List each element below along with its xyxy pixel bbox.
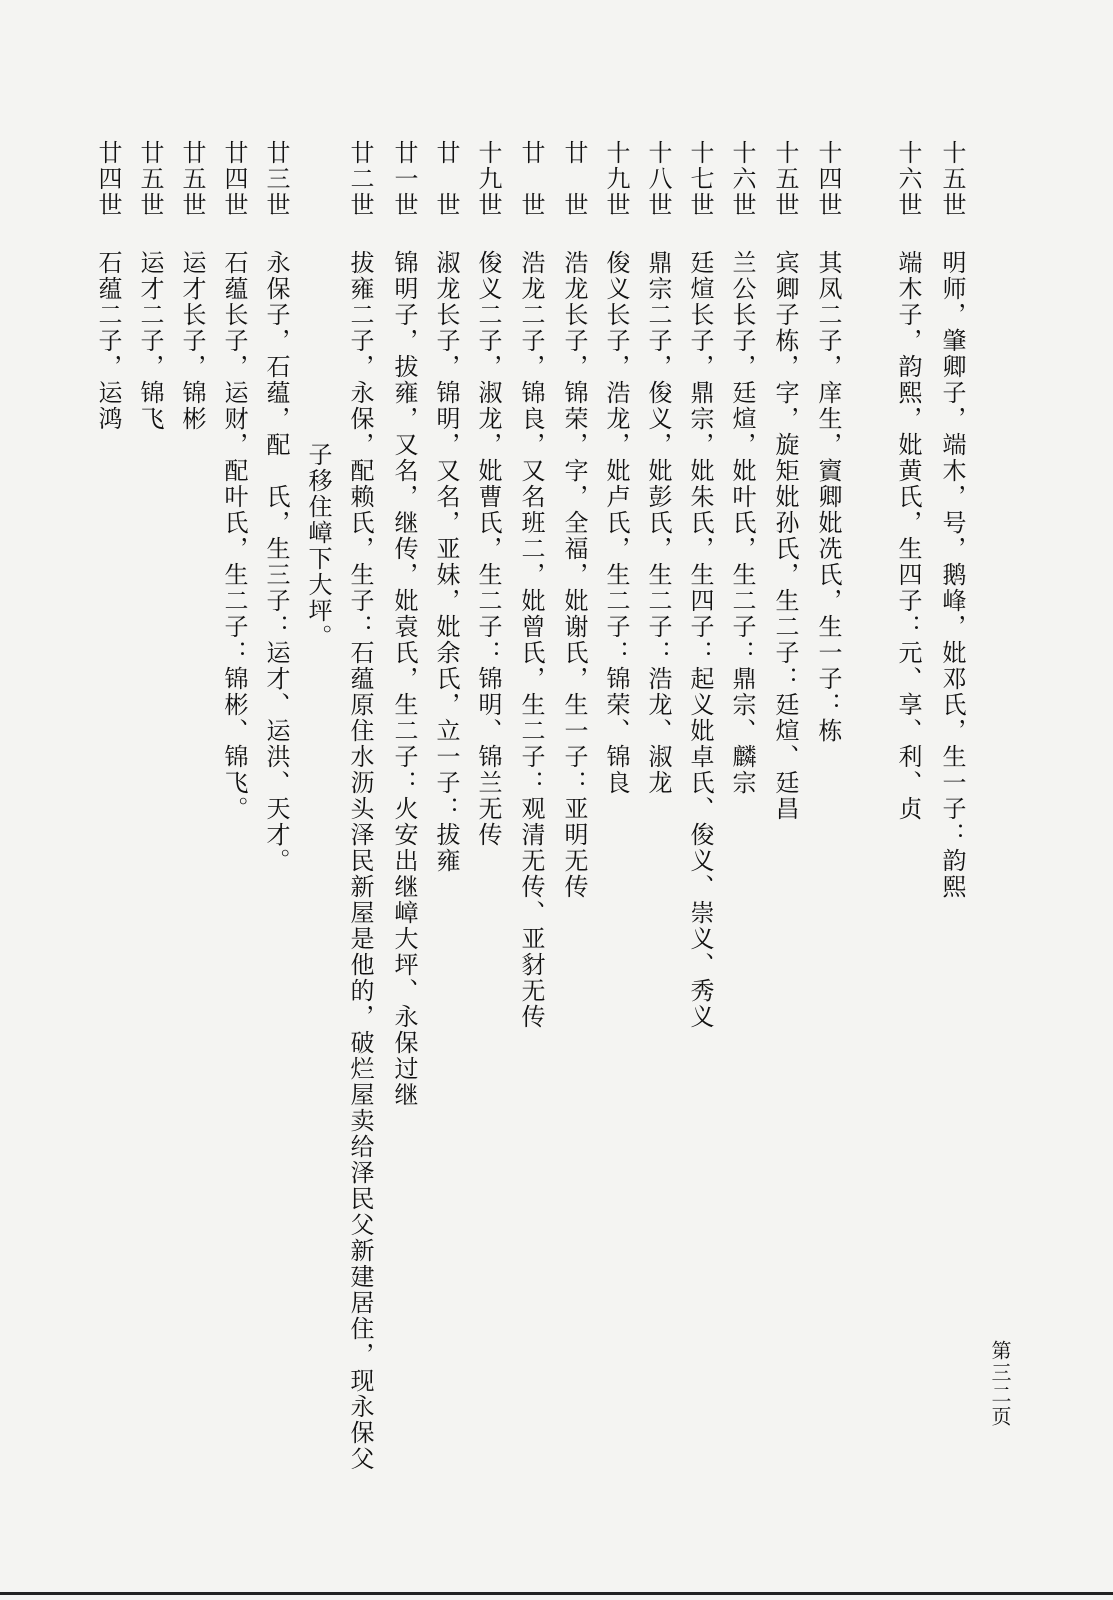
entry-text: 永保子，石蕴，配 氏，生三子：运才、运洪、天才。 bbox=[262, 250, 290, 874]
page-number: 第三二页 bbox=[988, 1340, 1012, 1428]
genealogy-entry bbox=[808, 140, 848, 744]
genealogy-entry bbox=[638, 140, 678, 796]
generation-label: 廿三世 bbox=[262, 140, 290, 218]
entry-text: 石蕴长子，运财，配叶氏，生二子：锦彬、锦飞。 bbox=[220, 250, 248, 822]
genealogy-entry bbox=[722, 140, 762, 796]
generation-label: 廿 世 bbox=[432, 140, 460, 218]
genealogy-entry bbox=[468, 140, 508, 848]
entry-text: 石蕴二子，运鸿 bbox=[94, 250, 122, 432]
entry-text: 宾卿子栋，字，旋矩妣孙氏，生二子：廷煊、廷昌 bbox=[771, 250, 799, 822]
genealogy-entry bbox=[426, 140, 466, 874]
entry-text: 运才长子，锦彬 bbox=[178, 250, 206, 432]
entry-text: 端木子，韵熙，妣黄氏，生四子：元、享、利、贞 bbox=[894, 250, 922, 822]
generation-label: 廿 世 bbox=[560, 140, 588, 218]
bottom-border bbox=[0, 1592, 1113, 1595]
entry-text: 浩龙长子，锦荣，字，全福，妣谢氏，生一子：亚明无传 bbox=[560, 250, 588, 900]
genealogy-entry bbox=[130, 140, 170, 432]
generation-label: 十七世 bbox=[686, 140, 714, 218]
generation-label: 十六世 bbox=[728, 140, 756, 218]
entry-text: 其凤二子，庠生，賨卿妣冼氏，生一子：栋 bbox=[814, 250, 842, 744]
entry-text: 浩龙二子，锦良，又名班二，妣曾氏，生二子：观清无传、亚豺无传 bbox=[517, 250, 545, 1030]
generation-label: 廿五世 bbox=[136, 140, 164, 218]
entry-text: 明师，肇卿子，端木，号，鹅峰，妣邓氏，生一子：韵熙 bbox=[938, 250, 966, 900]
genealogy-entry bbox=[680, 140, 720, 1030]
generation-label: 十五世 bbox=[938, 140, 966, 218]
entry-text: 锦明子，拔雍，又名，继传，妣袁氏，生二子：火安出继嶂大坪、永保过继 bbox=[390, 250, 418, 1108]
generation-label: 十八世 bbox=[644, 140, 672, 218]
genealogy-entry bbox=[765, 140, 805, 822]
genealogy-entry bbox=[384, 140, 424, 1108]
entry-text: 拔雍二子，永保，配赖氏，生子：石蕴原住水沥头泽民新屋是他的，破烂屋卖给泽民父新建居住，现永保父 bbox=[346, 250, 374, 1472]
generation-label: 廿四世 bbox=[220, 140, 248, 218]
entry-text: 俊义长子，浩龙，妣卢氏，生二子：锦荣、锦良 bbox=[602, 250, 630, 796]
entry-text: 俊义二子，淑龙，妣曹氏，生二子：锦明、锦兰无传 bbox=[474, 250, 502, 848]
entry-text: 淑龙长子，锦明，又名，亚妹，妣余氏，立一子：拔雍 bbox=[432, 250, 460, 874]
genealogy-entry bbox=[214, 140, 254, 822]
genealogy-entry bbox=[554, 140, 594, 900]
genealogy-entry bbox=[596, 140, 636, 796]
entry-text: 廷煊长子，鼎宗，妣朱氏，生四子：起义妣卓氏、俊义、崇义、秀义 bbox=[686, 250, 714, 1030]
generation-label: 廿 世 bbox=[517, 140, 545, 218]
entry-continuation: 子移住嶂下大坪。 bbox=[304, 442, 332, 650]
genealogy-entry bbox=[932, 140, 972, 900]
genealogy-entry bbox=[172, 140, 212, 432]
generation-label: 廿四世 bbox=[94, 140, 122, 218]
genealogy-entry bbox=[511, 140, 551, 1030]
entry-text: 运才二子，锦飞 bbox=[136, 250, 164, 432]
generation-label: 廿一世 bbox=[390, 140, 418, 218]
genealogy-entry bbox=[88, 140, 128, 432]
generation-label: 十六世 bbox=[894, 140, 922, 218]
generation-label: 十九世 bbox=[602, 140, 630, 218]
generation-label: 十四世 bbox=[814, 140, 842, 218]
genealogy-entry bbox=[256, 140, 296, 874]
entry-text: 鼎宗二子，俊义，妣彭氏，生二子：浩龙、淑龙 bbox=[644, 250, 672, 796]
generation-label: 十九世 bbox=[474, 140, 502, 218]
genealogy-entry bbox=[888, 140, 928, 822]
generation-label: 十五世 bbox=[771, 140, 799, 218]
genealogy-entry bbox=[340, 140, 380, 1472]
generation-label: 廿五世 bbox=[178, 140, 206, 218]
entry-text: 兰公长子，廷煊，妣叶氏，生二子：鼎宗、麟宗 bbox=[728, 250, 756, 796]
generation-label: 廿二世 bbox=[346, 140, 374, 218]
